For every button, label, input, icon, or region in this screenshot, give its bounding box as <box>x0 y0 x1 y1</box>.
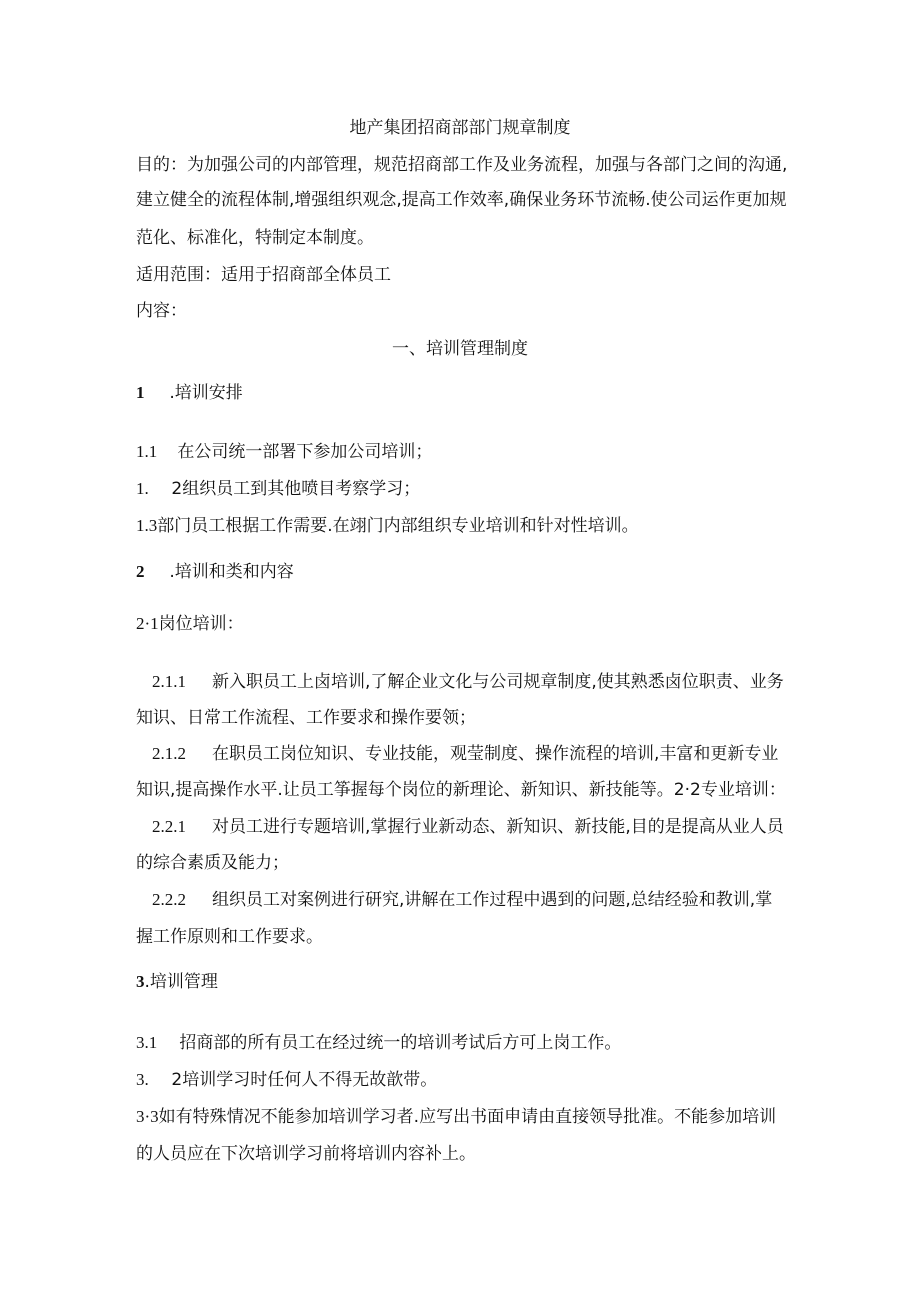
part3-item <box>136 1105 776 1129</box>
item-text: 2培训学习时任何人不得无故歆带。 <box>171 1070 438 1090</box>
part2-item <box>152 670 784 694</box>
item-text: 在公司统一部署下参加公司培训； <box>177 442 433 462</box>
item-text: 新入职员工上卤培训,了解企业文化与公司规章制度,使其熟悉卤位职责、业务 <box>212 672 784 692</box>
subheading-text: 岗位培训： <box>158 614 244 634</box>
part3-item <box>136 1068 437 1092</box>
item-number: 3. <box>136 1070 149 1089</box>
item-number: 2.1.2 <box>152 744 186 763</box>
part2-subheading <box>136 612 244 636</box>
part2-item-continuation: 知识,提高操作水平.让员工筝握每个岗位的新理论、新知识、新技能等。2·2专业培训： <box>136 780 786 800</box>
item-text: 如有特殊情况不能参加培训学习者.应写出书面申请由直接领导批准。不能参加培训 <box>158 1107 777 1127</box>
part1-item <box>136 440 432 464</box>
item-number: 3.1 <box>136 1033 158 1052</box>
part3-number: 3 <box>136 972 145 991</box>
part2-title: .培训和类和内容 <box>169 562 294 582</box>
item-text: 部门员工根据工作需要.在翊门内部组织专业培训和针对性培训。 <box>157 516 639 536</box>
part3-title: .培训管理 <box>144 972 218 992</box>
item-number: 2.1.1 <box>152 672 186 691</box>
part1-number: 1 <box>136 383 145 402</box>
item-number: 3·3 <box>136 1107 159 1126</box>
item-number: 2.2.2 <box>152 890 186 909</box>
item-text: 招商部的所有员工在经过统一的培训考试后方可上岗工作。 <box>179 1033 622 1053</box>
item-number: 1. <box>136 479 149 498</box>
part1-item <box>136 514 639 538</box>
item-number: 1.3 <box>136 516 158 535</box>
part3-item-continuation: 的人员应在下次培训学习前将培训内容补上。 <box>136 1144 476 1164</box>
item-text: 对员工进行专题培训,掌握行业新动态、新知识、新技能,目的是提高从业人员 <box>212 817 784 837</box>
purpose-line-3: 范化、标准化，特制定本制度。 <box>136 228 374 248</box>
scope-text: 适用范围：适用于招商部全体员工 <box>136 265 391 285</box>
part2-item <box>152 815 784 839</box>
content-label: 内容： <box>136 301 187 321</box>
part2-item <box>152 888 772 912</box>
part1-heading <box>136 381 243 405</box>
part1-item <box>136 477 420 501</box>
document-title: 地产集团招商部部门规章制度 <box>349 118 571 138</box>
section-heading: 一、培训管理制度 <box>392 339 528 359</box>
item-text: 组织员工对案例进行研究,讲解在工作过程中遇到的问题,总结经验和教训,掌 <box>212 890 773 910</box>
part2-number: 2 <box>136 562 145 581</box>
item-number: 1.1 <box>136 442 158 461</box>
part2-item <box>152 742 778 766</box>
part3-item <box>136 1031 621 1055</box>
part2-item-continuation: 握工作原则和工作要求。 <box>136 927 323 947</box>
item-text: 在职员工岗位知识、专业技能，观莹制度、操作流程的培训,丰富和更新专业 <box>212 744 779 764</box>
part2-item-continuation: 的综合素质及能力； <box>136 853 289 873</box>
purpose-line-1: 目的：为加强公司的内部管理，规范招商部工作及业务流程，加强与各部门之间的沟通, <box>136 155 788 175</box>
part2-heading <box>136 560 294 584</box>
purpose-line-2: 建立健全的流程体制,增强组织观念,提高工作效率,确保业务环节流畅.使公司运作更加规 <box>136 190 787 210</box>
subheading-number: 2·1 <box>136 614 159 633</box>
part1-title: .培训安排 <box>169 383 243 403</box>
item-number: 2.2.1 <box>152 817 186 836</box>
part3-heading <box>136 970 218 994</box>
item-text: 2组织员工到其他喷目考察学习； <box>171 479 421 499</box>
part2-item-continuation: 知识、日常工作流程、工作要求和操作要领； <box>136 708 476 728</box>
